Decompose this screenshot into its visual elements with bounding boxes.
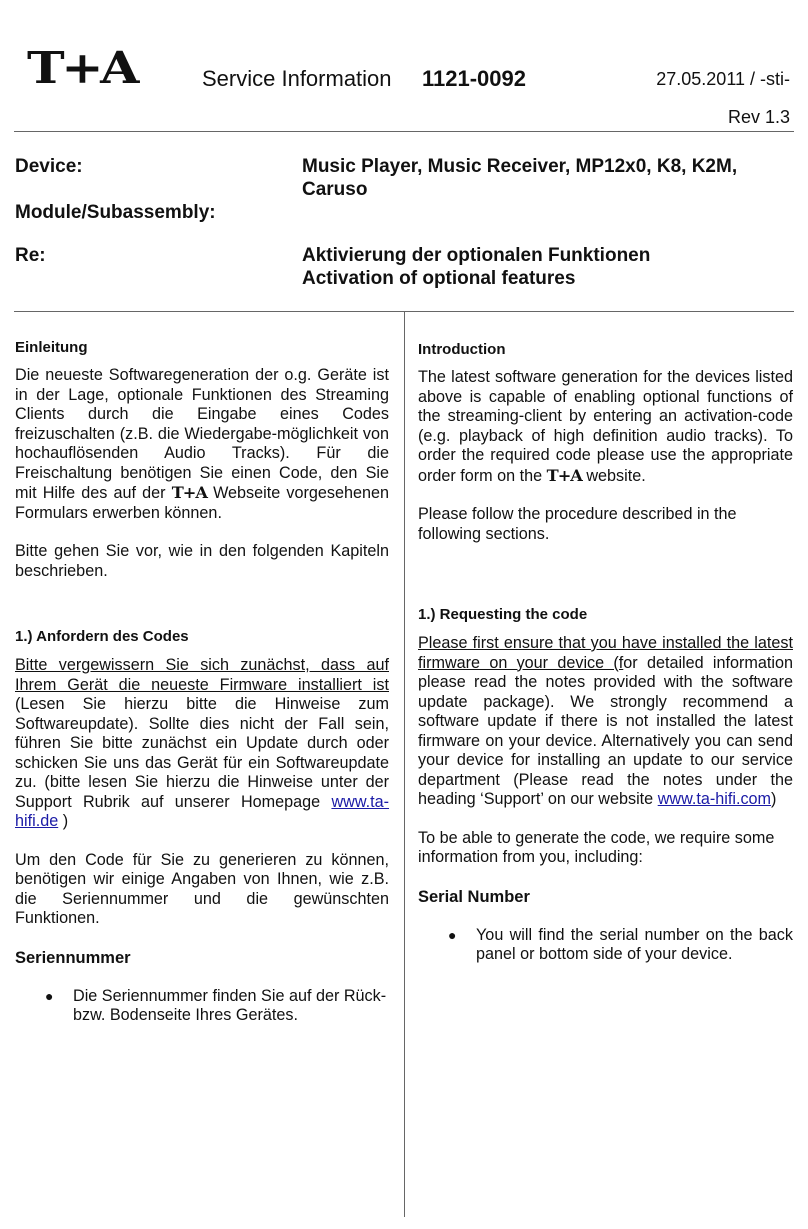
device-value-line2: Caruso bbox=[302, 179, 368, 200]
document-revision: Rev 1.3 bbox=[727, 107, 790, 127]
english-column bbox=[418, 312, 793, 965]
intro-text-de-part2: Webseite vorgesehenen Formulars erwerben können. bbox=[15, 484, 390, 522]
re-label: Re: bbox=[15, 245, 46, 266]
serial-bullet-de bbox=[15, 987, 389, 1026]
intro-paragraph-en bbox=[418, 368, 793, 486]
intro-text-en-part1: The latest software generation for the devices listed above is capable of enabling optional functions of the streaming-client by entering an activation-code (e.g. playback of high definition audio tracks). To order the required code please use the appropriate order form on the bbox=[418, 368, 793, 485]
section1-paragraph2-de: Um den Code für Sie zu generieren zu können, benötigen wir einige Angaben von Ihnen, wie z.B. die Seriennummer und die gewünschten Funktionen. bbox=[15, 850, 389, 927]
section1-text-de: (Lesen Sie hierzu bitte die Hinweise zum Softwareupdate). Sollte dies nicht der Fall sein, führen Sie bitte zunächst ein Update durch oder schicken Sie uns das Gerät für ein Softwareupdate zu. (bitte lesen Sie hierzu die Hinweise unter der Support Rubrik auf unserer Homepage bbox=[15, 695, 389, 811]
section1-paragraph-en bbox=[418, 634, 793, 810]
link-close-paren-en: ) bbox=[771, 790, 777, 808]
section1-paragraph2-en: To be able to generate the code, we require some information from you, including: bbox=[418, 828, 775, 866]
intro-text-en-part2: website. bbox=[586, 466, 646, 485]
intro-text-de-part1: Die neueste Softwaregeneration der o.g. Geräte ist in der Lage, optionale Funktionen des Streaming Clients durch die Eingabe eines Codes freizuschalten (z.B. die Wiedergabe-möglichkeit von hochauflösenden Audio Tracks). Für die Freischaltung benötigen Sie einen Code, den Sie mit Hilfe des auf der bbox=[15, 366, 389, 502]
section1-paragraph-de bbox=[15, 656, 389, 832]
module-label: Module/Subassembly: bbox=[15, 202, 216, 223]
intro-heading-en: Introduction bbox=[418, 341, 506, 358]
device-value-line1: Music Player, Music Receiver, MP12x0, K8, K2M, bbox=[302, 156, 738, 177]
firmware-notice-de: Bitte vergewissern Sie sich zunächst, dass auf Ihrem Gerät die neueste Firmware installiert ist bbox=[15, 656, 389, 694]
intro-paragraph2-de: Bitte gehen Sie vor, wie in den folgenden Kapiteln beschrieben. bbox=[15, 542, 389, 580]
intro-paragraph2-en: Please follow the procedure described in the following sections. bbox=[418, 505, 737, 543]
bullet-icon: ● bbox=[448, 926, 457, 943]
device-label: Device: bbox=[15, 156, 83, 177]
section1-heading-de: 1.) Anfordern des Codes bbox=[15, 628, 189, 645]
ta-hifi-com-link[interactable]: www.ta-hifi.com bbox=[657, 790, 772, 808]
header-divider bbox=[14, 131, 794, 132]
serial-bullet-en bbox=[418, 926, 793, 965]
section1-heading-en: 1.) Requesting the code bbox=[418, 606, 588, 623]
ta-hifi-de-link[interactable]: www.ta-hifi.de bbox=[15, 792, 390, 830]
serial-heading-de: Seriennummer bbox=[15, 948, 131, 967]
intro-heading-de: Einleitung bbox=[15, 339, 88, 356]
serial-heading-en: Serial Number bbox=[418, 887, 530, 906]
document-title: Service Information bbox=[202, 66, 392, 91]
bullet-icon: ● bbox=[45, 987, 54, 1004]
document-number: 1121-0092 bbox=[422, 66, 526, 91]
column-divider bbox=[404, 312, 405, 1217]
firmware-notice-en: Please first ensure that you have installed the latest firmware on your device (f bbox=[418, 634, 793, 672]
intro-paragraph-de bbox=[15, 366, 389, 523]
link-close-paren-de: ) bbox=[62, 812, 69, 830]
ta-logo-inline: T+A bbox=[546, 465, 582, 485]
ta-logo: T+A bbox=[27, 43, 136, 94]
serial-bullet-text-de: Die Seriennummer finden Sie auf der Rück- bzw. Bodenseite Ihres Gerätes. bbox=[73, 986, 387, 1024]
german-column bbox=[15, 312, 389, 1026]
ta-logo-inline: T+A bbox=[171, 483, 207, 502]
re-value-german: Aktivierung der optionalen Funktionen bbox=[302, 245, 651, 266]
serial-bullet-text-en: You will find the serial number on the back panel or bottom side of your device. bbox=[476, 925, 793, 963]
section1-text-en: or detailed information please read the notes provided with the software update package). We strongly recommend a software update if there is not installed the latest firmware on your device. Alternatively you can send your device for installing an update to our service department (Please read the notes under the heading ‘Support’ on our website bbox=[418, 653, 793, 808]
re-value-english: Activation of optional features bbox=[302, 268, 576, 289]
document-date: 27.05.2011 / -sti- bbox=[656, 69, 790, 89]
